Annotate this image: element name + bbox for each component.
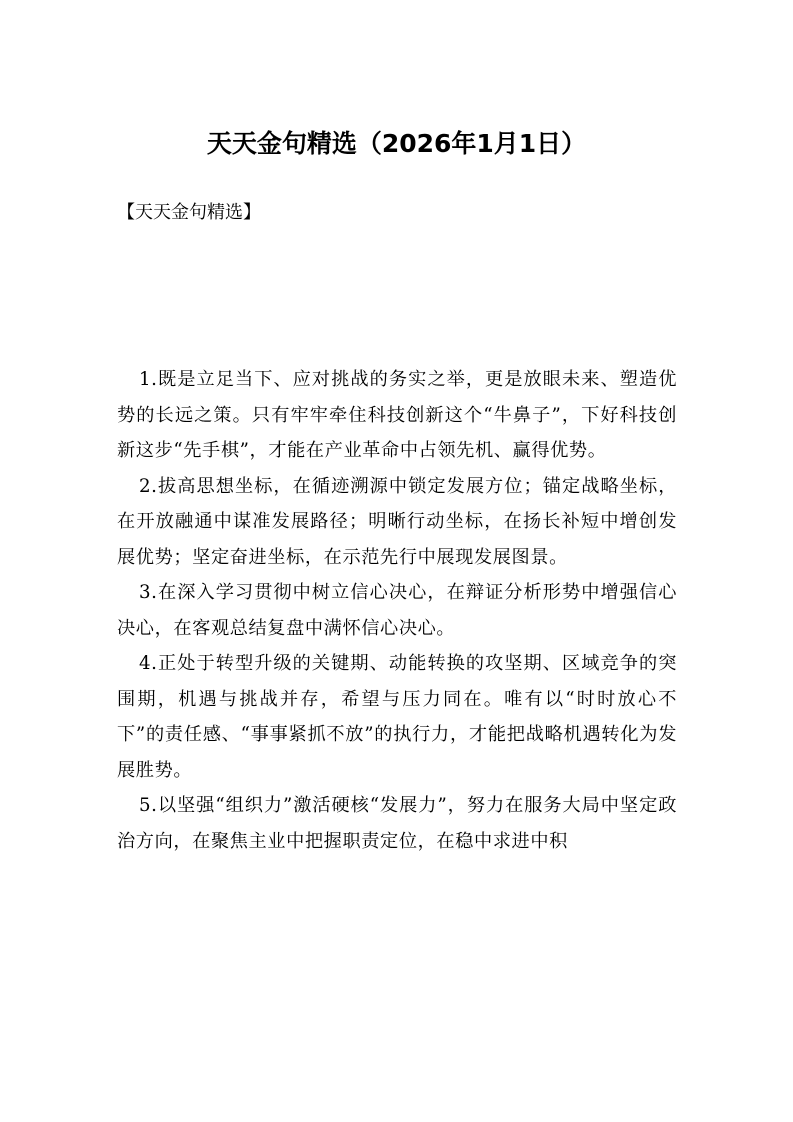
document-body [117,362,677,859]
paragraph-5: 5.以坚强“组织力”激活硬核“发展力”，努力在服务大局中坚定政治方向，在聚焦主业中把握职责定位，在稳中求进中积 [117,795,677,852]
paragraph-1: 1.既是立足当下、应对挑战的务实之举，更是放眼未来、塑造优势的长远之策。只有牢牢牵住科技创新这个“牛鼻子”，下好科技创新这步“先手棋”，才能在产业革命中占领先机、赢得优势。 [117,369,677,461]
paragraph-3: 3.在深入学习贯彻中树立信心决心，在辩证分析形势中增强信心决心，在客观总结复盘中满怀信心决心。 [117,582,677,639]
paragraph-4: 4.正处于转型升级的关键期、动能转换的攻坚期、区域竞争的突围期，机遇与挑战并存，希望与压力同在。唯有以“时时放心不下”的责任感、“事事紧抓不放”的执行力，才能把战略机遇转化为发展胜势。 [117,653,677,781]
section-label: 【天天金句精选】 [117,202,261,223]
document-title: 天天金句精选（2026年1月1日） [206,129,587,158]
paragraph-2: 2.拔高思想坐标，在循迹溯源中锁定发展方位；锚定战略坐标，在开放融通中谋准发展路径；明晰行动坐标，在扬长补短中增创发展优势；坚定奋进坐标，在示范先行中展现发展图景。 [117,475,677,568]
